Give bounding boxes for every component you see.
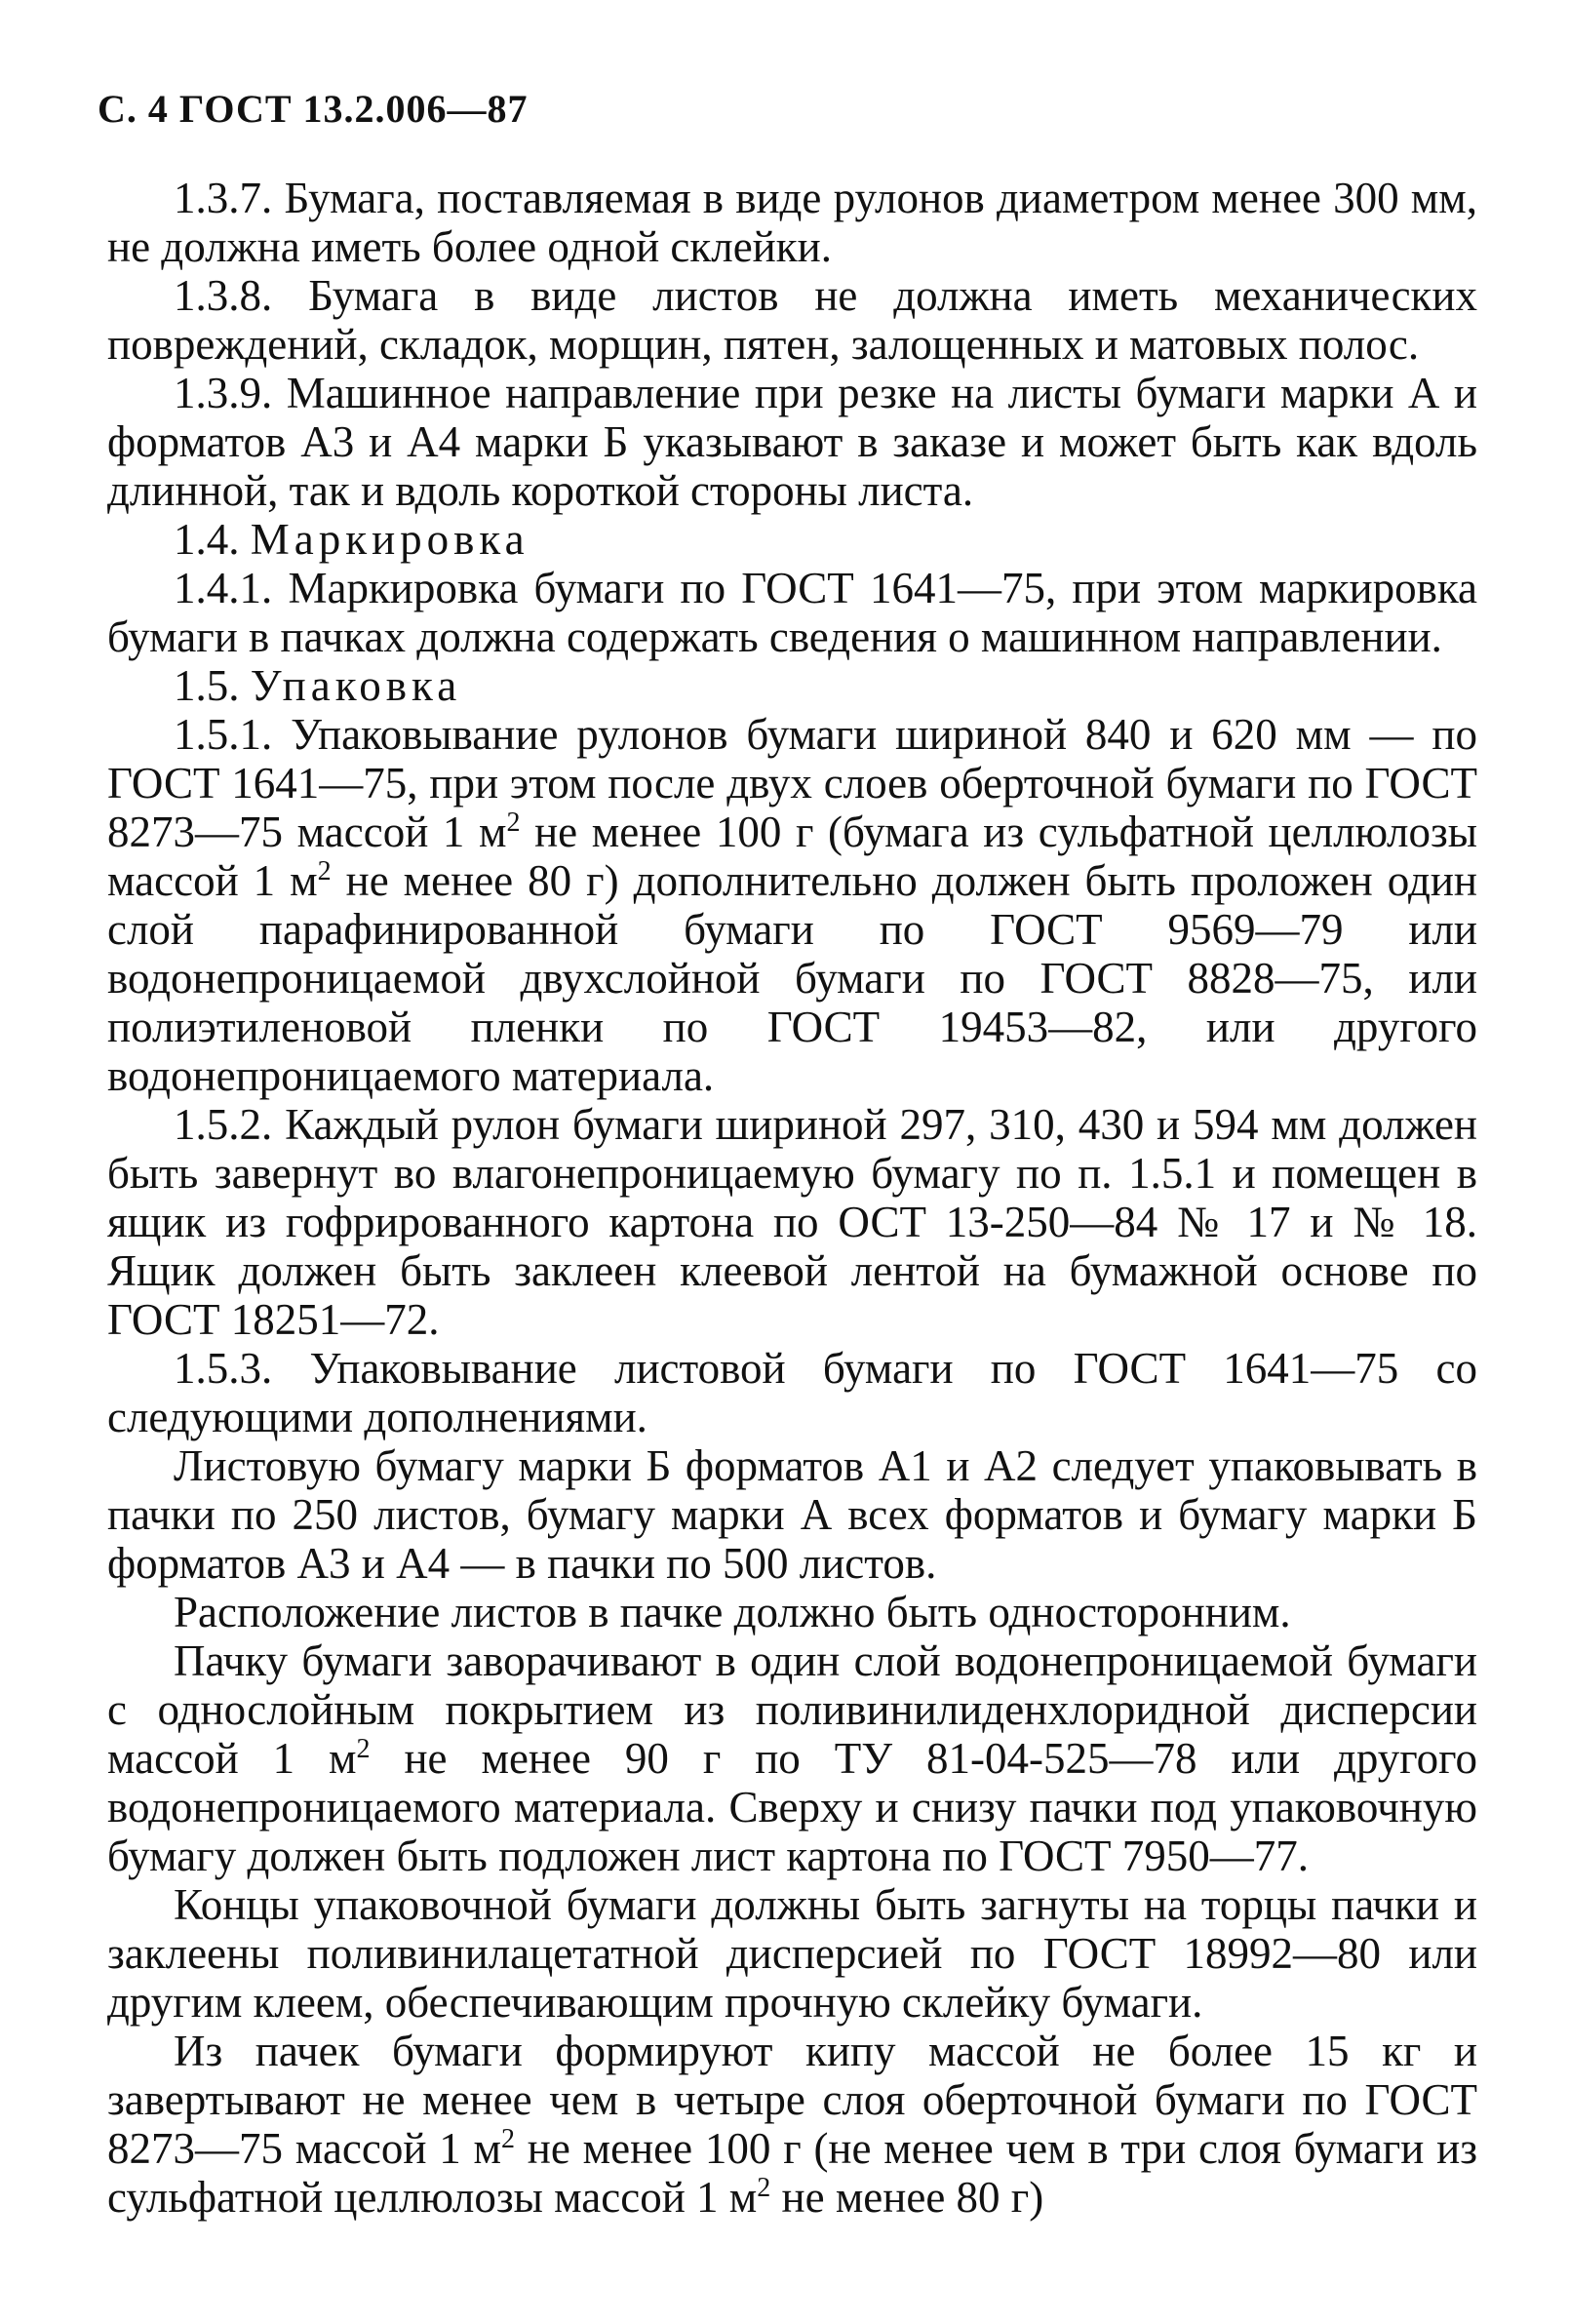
page-number: С. 4 bbox=[98, 87, 169, 131]
paragraph-sheet-packing: Листовую бумагу марки Б форматов А1 и А2 следует упаковывать в пачки по 250 листов, бумагу марки А всех форматов и бумагу марки Б форматов А3 и А4 — в пачки по 500 листов. bbox=[107, 1441, 1477, 1588]
paragraph-pack-wrapping bbox=[107, 1636, 1477, 1880]
paragraph-1-5-1 bbox=[107, 710, 1477, 1100]
paragraph-pack-ends: Концы упаковочной бумаги должны быть загнуты на торцы пачки и заклеены поливинилацетатной дисперсией по ГОСТ 18992—80 или другим клеем, обеспечивающим прочную склейку бумаги. bbox=[107, 1880, 1477, 2027]
paragraph-1-3-7: 1.3.7. Бумага, поставляемая в виде рулонов диаметром менее 300 мм, не должна иметь более одной склейки. bbox=[107, 174, 1477, 271]
superscript: 2 bbox=[506, 807, 521, 838]
text-run: не менее 90 г по ТУ 81-04-525—78 или другого водонепроницаемого материала. Сверху и снизу пачки под упаковочную бумагу должен быть подложен лист картона по ГОСТ 7950—77. bbox=[107, 1734, 1477, 1880]
section-heading-marking bbox=[107, 515, 1477, 564]
text-run: Из пачек бумаги формируют кипу массой не более 15 кг и завертывают не менее чем в четыре слоя оберточной бумаги по ГОСТ 8273—75 массой 1 м bbox=[107, 2027, 1477, 2173]
text-run: не менее 80 г) bbox=[770, 2173, 1044, 2222]
paragraph-sheet-layout: Расположение листов в пачке должно быть односторонним. bbox=[174, 1588, 1291, 1636]
paragraph-1-5-2: 1.5.2. Каждый рулон бумаги шириной 297, 310, 430 и 594 мм должен быть завернут во влагонепроницаемую бумагу по п. 1.5.1 и помещен в ящик из гофрированного картона по ОСТ 13-250—84 № 17 и № 18. Ящик должен быть заклеен клеевой лентой на бумажной основе по ГОСТ 18251—72. bbox=[107, 1100, 1477, 1344]
superscript: 2 bbox=[757, 2173, 771, 2203]
paragraph-1-3-9: 1.3.9. Машинное направление при резке на листы бумаги марки А и форматов А3 и А4 марки Б указывают в заказе и может быть как вдоль длинной, так и вдоль короткой стороны листа. bbox=[107, 369, 1477, 515]
section-title: Упаковка bbox=[250, 661, 462, 710]
superscript: 2 bbox=[356, 1734, 371, 1764]
paragraph-bale bbox=[107, 2027, 1477, 2222]
section-number: 1.5. bbox=[174, 661, 240, 710]
text-run: Пачку бумаги заворачивают в один слой водонепроницаемой бумаги с однослойным покрытием из поливинилиденхлоридной дисперсии массой 1 м bbox=[107, 1636, 1477, 1783]
text-run: не менее 100 г (бумага из сульфатной целлюлозы массой 1 м bbox=[107, 807, 1477, 905]
paragraph-1-3-8: 1.3.8. Бумага в виде листов не должна иметь механических повреждений, складок, морщин, пятен, залощенных и матовых полос. bbox=[107, 271, 1477, 369]
section-heading-packing bbox=[107, 661, 1477, 710]
superscript: 2 bbox=[501, 2124, 516, 2154]
text-run: 1.5.1. Упаковывание рулонов бумаги шириной 840 и 620 мм — по ГОСТ 1641—75, при этом после двух слоев оберточной бумаги по ГОСТ 8273—75 массой 1 м bbox=[107, 710, 1477, 856]
document-code: ГОСТ 13.2.006—87 bbox=[178, 87, 529, 131]
paragraph-1-5-3: 1.5.3. Упаковывание листовой бумаги по ГОСТ 1641—75 со следующими дополнениями. bbox=[107, 1344, 1477, 1441]
section-title: Маркировка bbox=[250, 515, 530, 564]
document-body bbox=[107, 174, 1477, 2222]
section-number: 1.4. bbox=[174, 515, 240, 564]
text-run: не менее 80 г) дополнительно должен быть проложен один слой парафинированной бумаги по ГОСТ 9569—79 или водонепроницаемой двухслойной бумаги по ГОСТ 8828—75, или полиэтиленовой пленки по ГОСТ 19453—82, или другого водонепроницаемого материала. bbox=[107, 856, 1478, 1100]
superscript: 2 bbox=[317, 856, 332, 886]
paragraph-1-4-1: 1.4.1. Маркировка бумаги по ГОСТ 1641—75, при этом маркировка бумаги в пачках должна содержать сведения о машинном направлении. bbox=[107, 564, 1477, 661]
text-run: не менее 100 г (не менее чем в три слоя бумаги из сульфатной целлюлозы массой 1 м bbox=[107, 2124, 1477, 2222]
page-header bbox=[98, 86, 529, 132]
